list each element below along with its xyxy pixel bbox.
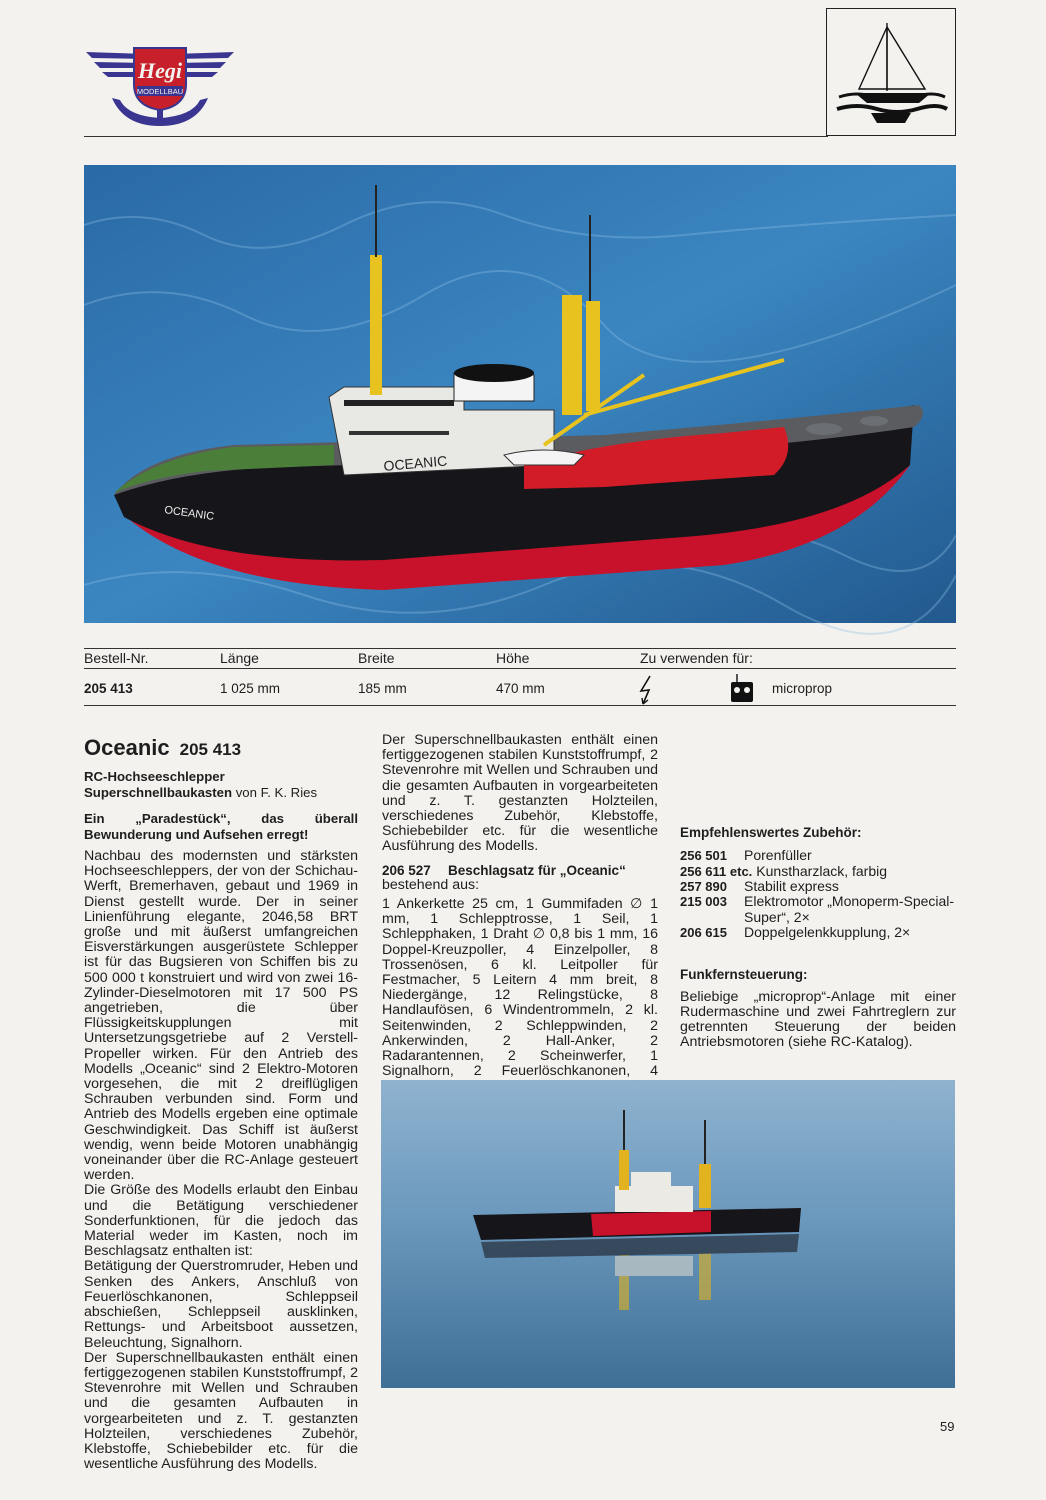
radio-control-text: Beliebige „microprop“-Anlage mit einer Rudermaschine und zwei Fahrtreglern zur getrennten Steuerung der beiden Antriebsmotoren (siehe RC-Katalog). — [680, 988, 956, 1051]
header-height: Höhe — [496, 650, 530, 666]
accessory-row: 206 615 Doppelgelenkkupplung, 2× — [680, 924, 911, 941]
table-rule-bottom — [84, 705, 956, 706]
article-subtitle-1: RC-Hochseeschlepper — [84, 769, 225, 784]
article-number: 205 413 — [179, 740, 242, 759]
article-paragraph-4-start: Der Superschnellbaukasten enthält einen fertiggezogenen stabilen Kunststoffrumpf, 2 Stevenrohre mit Wellen und Schrauben und die gesamten Aufbauten in vorgearbeiteten und z. T. gestanzten Holzteilen, verschiedenes Zubehör, Klebstoffe, Schiebebilder etc. für die wesentliche Ausführung des Modells. — [84, 1349, 358, 1473]
photo-model-on-water — [381, 1080, 955, 1388]
hero-photo-oceanic-model — [84, 165, 956, 623]
cell-height: 470 mm — [496, 681, 545, 696]
logo-sub: MODELLBAU — [136, 87, 184, 96]
fitting-set-contents: 1 Ankerkette 25 cm, 1 Gummifaden ∅ 1 mm, 1 Schlepptrosse, 1 Seil, 1 Schlepphaken, 1 Draht ∅ 0,8 bis 1 mm, 16 Doppel-Kreuzpoller, 4 Einzelpoller, 8 Trossenösen, 6 kl. Leitpoller für Festmacher, 5 Leitern 4 mm breit, 8 Niedergänge, 12 Relingstücke, 8 Handlaufösen, 6 Windentrommeln, 2 kl. Seitenwinden, 2 Schleppwinden, 2 Ankerwinden, 2 Hall-Anker, 2 Radarantennen, 2 Scheinwerfer, 1 Signalhorn, 2 Feuerlöschkanonen, 4 — [382, 896, 658, 1080]
article-paragraph-3: Betätigung der Querstromruder, Heben und Senken des Ankers, Anschluß von Feuerlöschkanonen, Schleppseil abschießen, Schleppseil ausklinken, Rettungs- und Arbeitsboot aussetzen, Beleuchtung, Signalhorn. — [84, 1258, 358, 1351]
page-number: 59 — [940, 1419, 955, 1434]
column-3 — [680, 733, 956, 1051]
hegi-modellbau-logo — [84, 44, 236, 128]
accessory-row: 257 890 Stabilit express — [680, 878, 839, 895]
sailboat-icon — [827, 9, 955, 135]
radio-control-title: Funkfernsteuerung: — [680, 966, 808, 982]
accessory-row: 256 611 etc. Kunstharzlack, farbig — [680, 862, 888, 879]
hull-name-bow: OCEANIC — [163, 504, 215, 523]
hull-name-superstructure: OCEANIC — [382, 452, 448, 474]
table-rule-mid — [84, 668, 956, 669]
fitting-set-intro: bestehend aus: — [382, 876, 480, 893]
cell-width: 185 mm — [358, 681, 407, 696]
article-paragraph-4: Der Superschnellbaukasten enthält einen fertiggezogenen stabilen Kunststoffrumpf, 2 Stevenrohre mit Wellen und Schrauben und die gesamten Aufbauten in vorgearbeiteten und z. T. gestanzten Holzteilen, verschiedenes Zubehör, Klebstoffe, Schiebebilder etc. für die wesentliche Ausführung des Modells. — [382, 732, 658, 855]
radio-transmitter-icon — [729, 672, 755, 704]
header-order-no: Bestell-Nr. — [84, 650, 149, 666]
fitting-set-heading — [382, 863, 658, 878]
article-subtitle-2: Superschnellbaukasten von F. K. Ries — [84, 785, 318, 800]
accessory-row: 215 003 Elektromotor „Monoperm-Special-Super“, 2× — [680, 893, 955, 925]
lightning-icon — [638, 675, 660, 705]
sailboat-emblem-box — [826, 8, 956, 136]
cell-length: 1 025 mm — [220, 681, 281, 696]
article-paragraph-2: Die Größe des Modells erlaubt den Einbau und die Betätigung verschiedener Sonderfunktionen, für die jedoch das Material weder im Kasten, noch im Beschlagsatz enthalten ist: — [84, 1182, 358, 1260]
accessories-title: Empfehlenswertes Zubehör: — [680, 825, 862, 840]
header-rule — [84, 136, 828, 137]
cell-order-no: 205 413 — [84, 681, 133, 696]
fitting-set-code: 206 527 — [382, 862, 431, 878]
header-usage: Zu verwenden für: — [640, 650, 753, 666]
table-rule-top — [84, 648, 956, 649]
accessory-row: 256 501 Porenfüller — [680, 847, 812, 864]
logo-word: Hegi — [138, 58, 182, 83]
column-1 — [84, 733, 358, 1473]
article-paragraph-1: Nachbau des modernsten und stärksten Hochseeschleppers, der von der Schichau-Werft, Bremerhaven, gebaut und 1969 in Dienst gestellt wurde. Der in seiner Linienführung elegante, 2046,58 BRT große und mit äußerst umfangreichen Eisverstärkungen ausgerüstete Schlepper ist für das Bugsieren von Schiffen bis zu 500 000 t konstruiert und wird von zwei 16-Zylinder-Dieselmotoren mit 17 500 PS angetrieben, die über Flüssigkeitskupplungen mit Untersetzungsgetriebe auf 2 Verstell-Propeller wirken. Für den Antrieb des Modells „Oceanic“ sind 2 Elektro-Motoren vorgesehen, die mit 2 dreiflügligen Schrauben verbunden sind. Form und Antrieb des Modells ergeben eine optimale Geschwindigkeit. Das Schiff ist äußerst wendig, wenn beide Motoren unabhängig voneinander über die RC-Anlage gesteuert werden. — [84, 848, 358, 1184]
fitting-set-title: Beschlagsatz für „Oceanic“ — [448, 862, 626, 878]
header-width: Breite — [358, 650, 395, 666]
article-title: Oceanic — [84, 735, 170, 760]
header-length: Länge — [220, 650, 259, 666]
article-tagline: Ein „Paradestück“, das überall Bewunderung und Aufsehen erregt! — [84, 811, 358, 842]
article-title-line — [84, 735, 358, 763]
cell-usage-label: microprop — [772, 681, 833, 696]
